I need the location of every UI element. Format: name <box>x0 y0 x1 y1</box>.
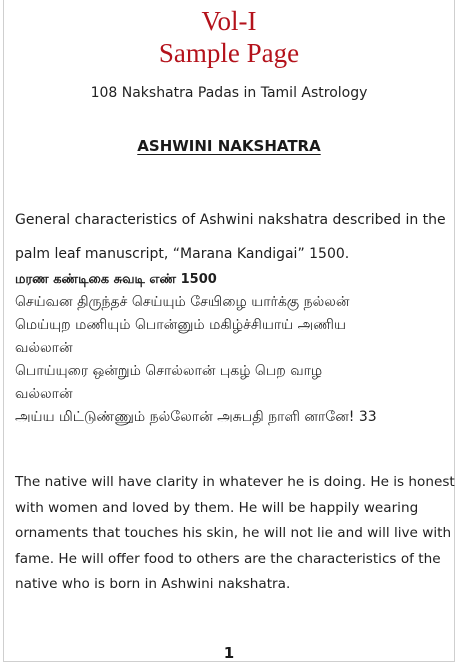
tamil-verse <box>15 268 451 429</box>
verse-line: வல்லான் <box>15 340 73 356</box>
description-line: with women and loved by them. He will be happily wearing <box>15 499 419 516</box>
sample-page-title: Sample Page <box>158 38 300 68</box>
verse-line: வல்லான் <box>15 386 73 402</box>
intro-line: General characteristics of Ashwini nakshatra described in the <box>15 212 446 228</box>
book-subtitle: 108 Nakshatra Padas in Tamil Astrology <box>90 85 368 101</box>
description-line: native who is born in Ashwini nakshatra. <box>15 576 291 592</box>
verse-line: பொய்யுரை ஒன்றும் சொல்லான் புகழ் பெற வாழ <box>15 363 323 379</box>
description-line: fame. He will offer food to others are the characteristics of the <box>15 550 441 567</box>
description-line: The native will have clarity in whatever he is doing. He is honest <box>15 474 455 490</box>
description-paragraph <box>15 470 455 598</box>
description-line: ornaments that touches his skin, he will not lie and will live with <box>15 525 452 541</box>
intro-paragraph <box>15 203 447 271</box>
verse-line: அய்ய மிட்டுண்ணும் நல்லோன் அசுபதி நாளி னானே! 33 <box>15 409 377 425</box>
verse-line: மெய்யுற மணியும் பொன்னும் மகிழ்ச்சியாய் அணிய <box>15 317 346 333</box>
verse-source-line: மரண கண்டிகை சுவடி எண் 1500 <box>15 272 217 287</box>
intro-line: palm leaf manuscript, “Marana Kandigai” 1500. <box>15 246 350 262</box>
page-number: 1 <box>223 644 235 662</box>
section-heading-text: ASHWINI NAKSHATRA <box>137 137 321 155</box>
volume-title: Vol-I <box>201 6 257 36</box>
section-heading <box>4 136 454 156</box>
verse-line: செய்வன திருந்தச் செய்யும் சேயிழை யார்க்கு நல்லன் <box>15 294 350 310</box>
document-page <box>3 0 455 662</box>
